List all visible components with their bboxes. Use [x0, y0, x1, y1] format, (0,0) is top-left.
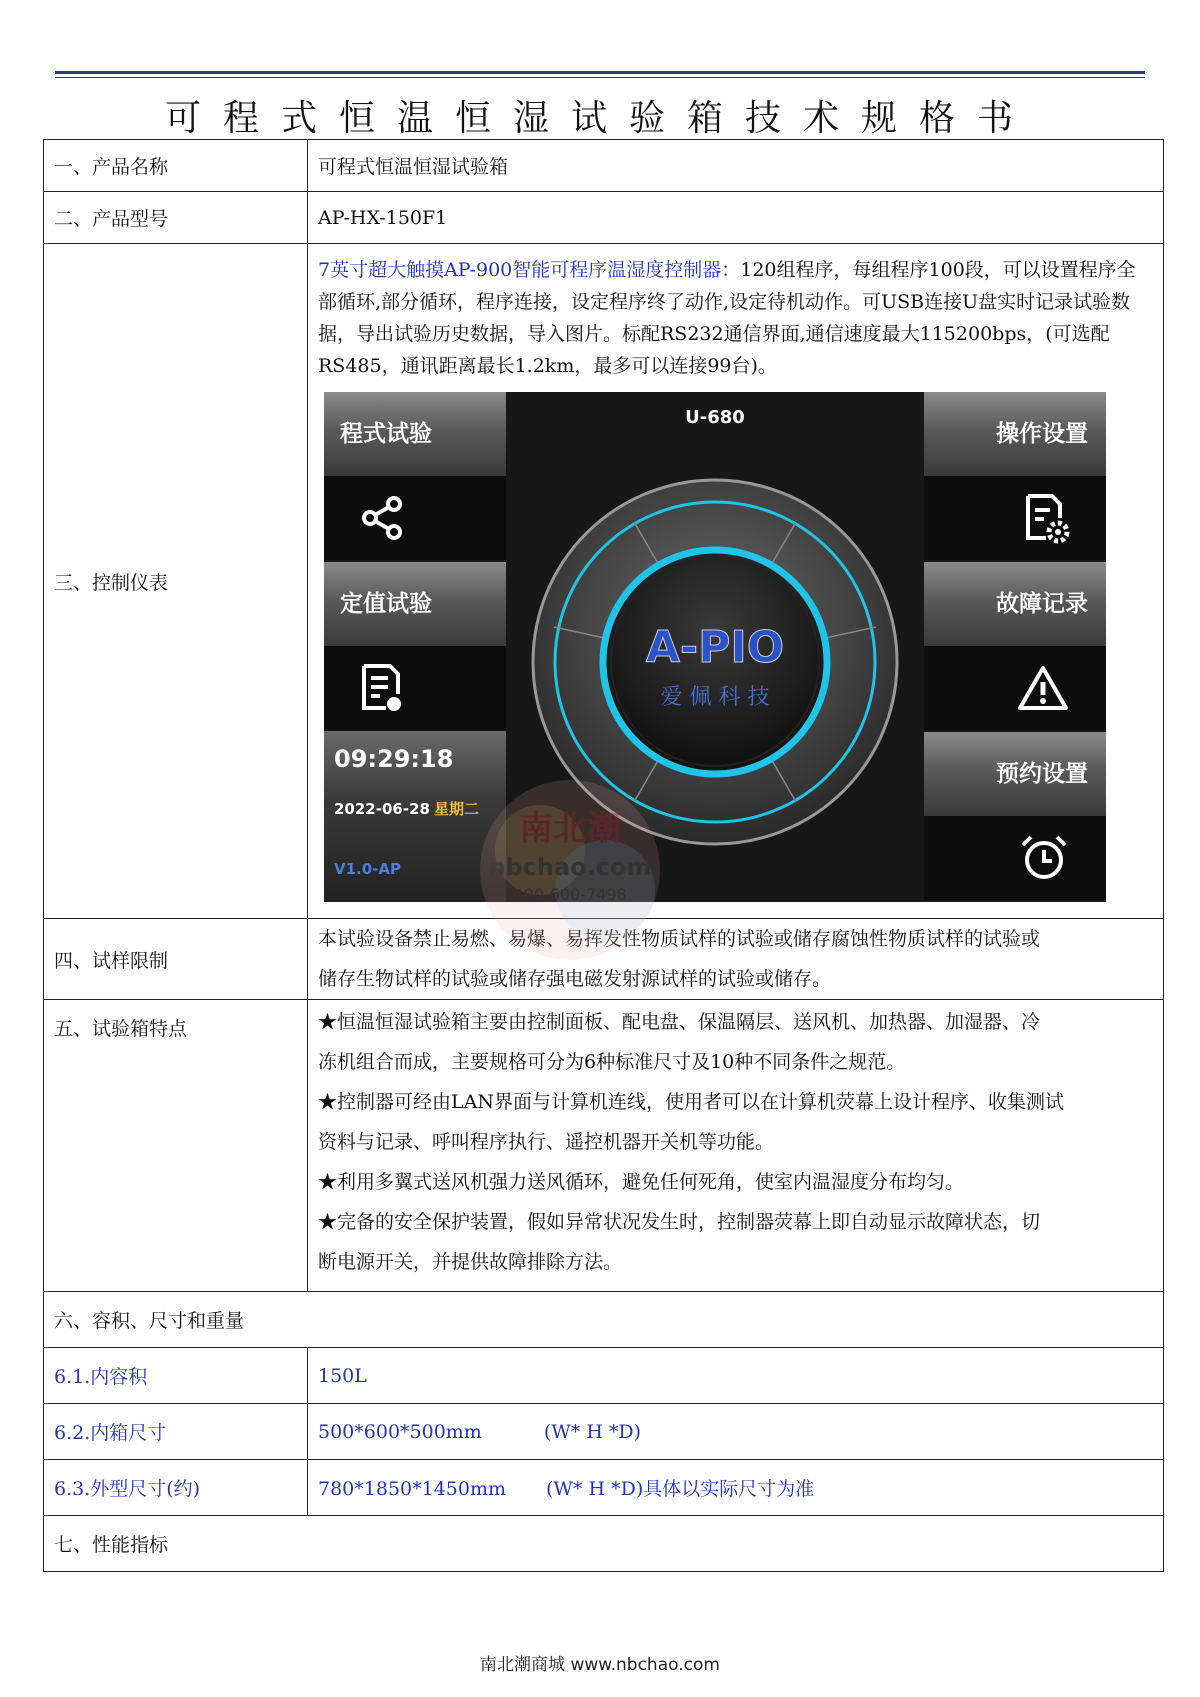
section-7-heading: 七、性能指标 — [44, 1516, 1164, 1572]
feature-line: 冻机组合而成，主要规格可分为6种标准尺寸及10种不同条件之规范。 — [318, 1051, 906, 1073]
header-rule-thin — [55, 77, 1145, 78]
logo-cn: 爱 佩 科 技 — [660, 685, 770, 710]
central-dial — [516, 462, 914, 862]
screen-model: U-680 — [685, 407, 745, 428]
limit-line: 储存生物试样的试验或储存强电磁发射源试样的试验或储存。 — [318, 968, 832, 990]
row-inner-size — [44, 1404, 1164, 1460]
inner-size-note: (W* H *D) — [543, 1420, 642, 1443]
screen-weekday: 星期二 — [433, 800, 479, 818]
watermark-cn: 南北潮 — [519, 809, 621, 849]
watermark-phone: 400-600-7498 — [513, 885, 627, 904]
row-volume — [44, 1348, 1164, 1404]
screen-date-value: 2022-06-28 — [334, 800, 430, 818]
share-icon — [324, 476, 506, 560]
row-product-name — [44, 140, 1164, 192]
label-product-name: 一、产品名称 — [44, 140, 308, 192]
document-gear-icon — [924, 476, 1106, 560]
feature-line: ★恒温恒湿试验箱主要由控制面板、配电盘、保温隔层、送风机、加热器、加湿器、冷 — [318, 1011, 1041, 1033]
label-outer-size: 6.3.外型尺寸(约) — [44, 1460, 308, 1516]
section-6-heading: 六、容积、尺寸和重量 — [44, 1292, 1164, 1348]
inner-size-value: 500*600*500mm — [318, 1420, 482, 1443]
btn-operation-settings[interactable] — [924, 392, 1106, 560]
screen-date — [334, 793, 479, 825]
outer-size-value: 780*1850*1450mm — [318, 1478, 507, 1500]
alarm-clock-icon — [924, 816, 1106, 900]
value-features — [308, 1000, 1164, 1292]
label-controller: 三、控制仪表 — [44, 244, 308, 919]
screen-version: V1.0-AP — [334, 860, 402, 878]
page-footer: 南北潮商城 www.nbchao.com — [480, 1655, 720, 1675]
feature-line: ★完备的安全保护装置，假如异常状况发生时，控制器荧幕上即自动显示故障状态，切 — [318, 1211, 1041, 1233]
row-features — [44, 1000, 1164, 1292]
value-product-name: 可程式恒温恒湿试验箱 — [308, 140, 1164, 192]
btn-fault-record[interactable] — [924, 562, 1106, 730]
feature-line: ★利用多翼式送风机强力送风循环，避免任何死角，使室内温湿度分布均匀。 — [318, 1171, 965, 1193]
btn-fixed-test-label: 定值试验 — [324, 562, 506, 646]
row-sample-limit — [44, 919, 1164, 1000]
btn-operation-settings-label: 操作设置 — [924, 392, 1106, 476]
btn-program-test[interactable] — [324, 392, 506, 560]
label-features: 五、试验箱特点 — [44, 1000, 308, 1292]
value-outer-size — [308, 1460, 1164, 1516]
feature-line: 断电源开关，并提供故障排除方法。 — [318, 1251, 623, 1273]
label-volume: 6.1.内容积 — [44, 1348, 308, 1404]
controller-cell — [308, 244, 1164, 919]
document-icon — [324, 646, 506, 730]
clock-panel — [324, 731, 506, 902]
row-product-model — [44, 192, 1164, 244]
controller-screen — [324, 392, 1106, 902]
label-sample-limit: 四、试样限制 — [44, 919, 308, 1000]
value-inner-size — [308, 1404, 1164, 1460]
btn-fault-record-label: 故障记录 — [924, 562, 1106, 646]
value-product-model: AP-HX-150F1 — [308, 192, 1164, 244]
btn-schedule-settings[interactable] — [924, 732, 1106, 900]
warning-icon — [924, 646, 1106, 730]
header-rule-thick — [55, 71, 1145, 74]
value-sample-limit — [308, 919, 1164, 1000]
label-inner-size: 6.2.内箱尺寸 — [44, 1404, 308, 1460]
screen-time: 09:29:18 — [334, 745, 454, 773]
label-product-model: 二、产品型号 — [44, 192, 308, 244]
outer-size-note: (W* H *D)具体以实际尺寸为准 — [546, 1478, 815, 1500]
row-controller — [44, 244, 1164, 919]
logo-text: A-PIO — [645, 622, 785, 673]
feature-line: ★控制器可经由LAN界面与计算机连线，使用者可以在计算机荧幕上设计程序、收集测试 — [318, 1091, 1064, 1113]
value-volume: 150L — [308, 1348, 1164, 1404]
spec-table — [43, 139, 1164, 1572]
limit-line: 本试验设备禁止易燃、易爆、易挥发性物质试样的试验或储存腐蚀性物质试样的试验或 — [318, 928, 1041, 950]
controller-text: ：120组程序，每组程序100段，可以设置程序全部循环,部分循环，程序连接，设定程序终了动作,设定待机动作。可USB连接U盘实时记录试验数据，导出试验历史数据，导入图片。标配RS232通信界面,通信速度最大115200bps，(可选配RS485，通讯距离最长1.2km，最多可以连接99台)。 — [318, 259, 1136, 377]
btn-program-test-label: 程式试验 — [324, 392, 506, 476]
controller-highlight: 7英寸超大触摸AP-900智能可程序温湿度控制器 — [318, 259, 722, 281]
row-outer-size — [44, 1460, 1164, 1516]
btn-fixed-test[interactable] — [324, 562, 506, 730]
row-section-6 — [44, 1292, 1164, 1348]
watermark-site: nbchao.com — [488, 853, 652, 881]
controller-description — [318, 254, 1153, 382]
row-section-7 — [44, 1516, 1164, 1572]
feature-line: 资料与记录、呼叫程序执行、遥控机器开关机等功能。 — [318, 1131, 775, 1153]
btn-schedule-settings-label: 预约设置 — [924, 732, 1106, 816]
document-title: 可程式恒温恒湿试验箱技术规格书 — [164, 98, 1035, 139]
